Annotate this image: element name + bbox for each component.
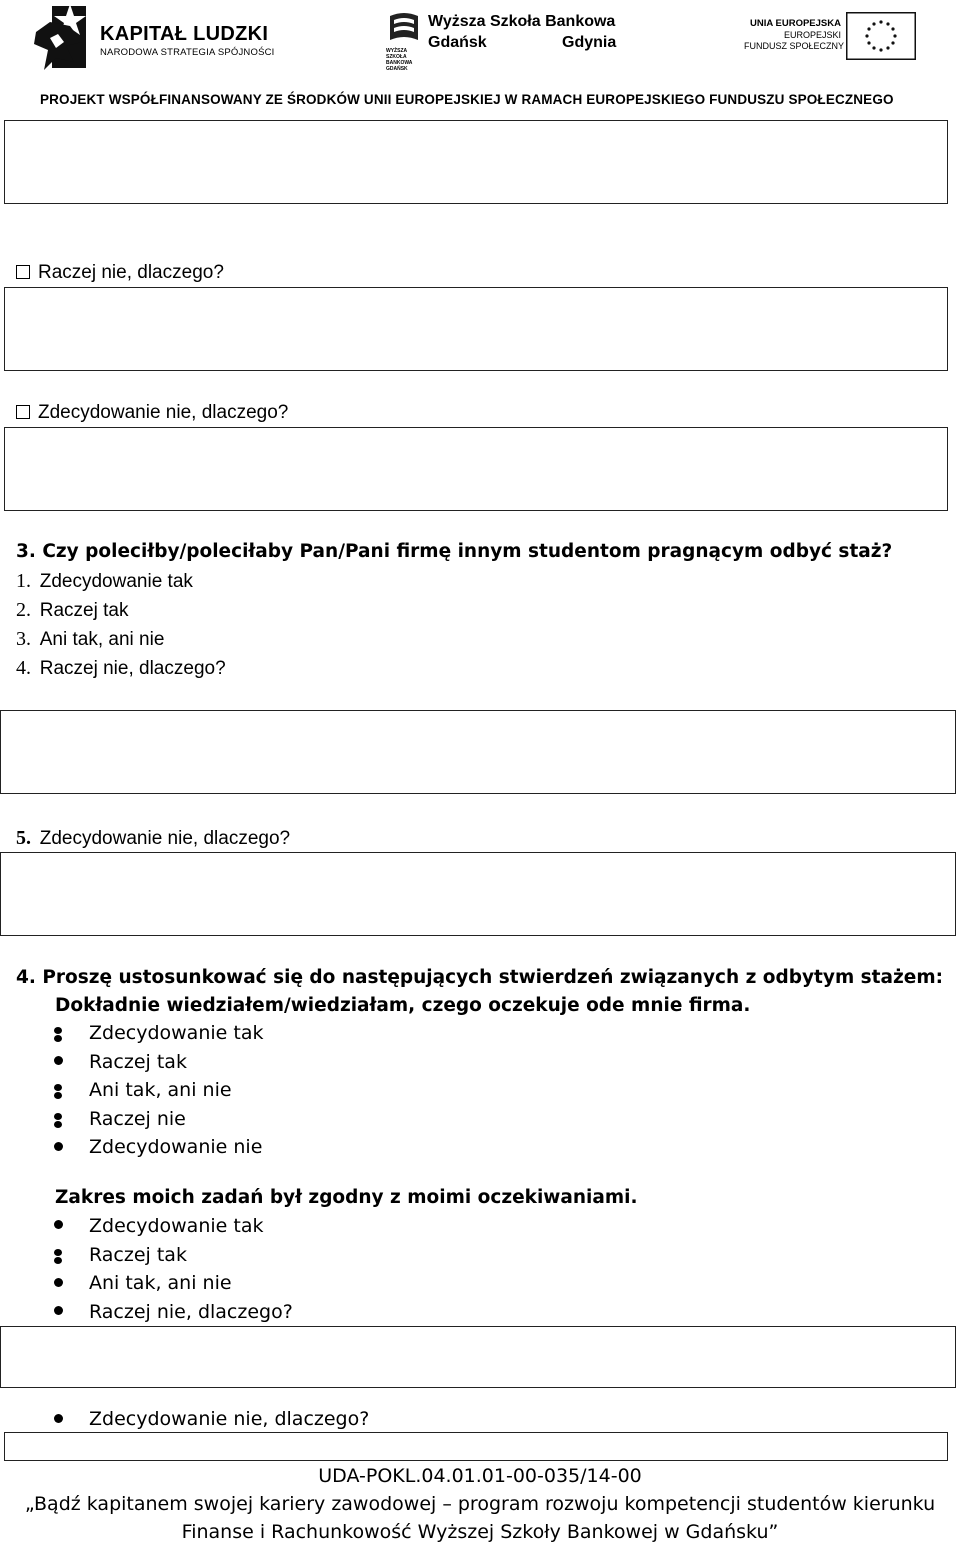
bullet-icon: [53, 1084, 63, 1100]
eu-flag-icon: [846, 12, 916, 60]
kapital-ludzki-title: KAPITAŁ LUDZKI: [100, 23, 269, 45]
footer-line-2: Finanse i Rachunkowość Wyższej Szkoły Bankowej w Gdańsku”: [181, 1521, 779, 1543]
q3-option-number: 1.: [16, 570, 31, 592]
bullet-icon: [54, 1414, 63, 1423]
q3-option-1[interactable]: [16, 570, 193, 593]
footer-line-1: „Bądź kapitanem swojej kariery zawodowej – program rozwoju kompetencji studentów kierunku: [24, 1493, 936, 1515]
bullet-icon: [53, 1027, 63, 1043]
kapital-ludzki-emblem-icon: [30, 2, 92, 74]
eu-line2: EUROPEJSKI: [784, 30, 842, 40]
q3-option-label: Raczej nie, dlaczego?: [39, 658, 226, 679]
answer-box-raczej-nie[interactable]: [4, 287, 948, 371]
answer-box-q3-zdecydowanie-nie[interactable]: [0, 852, 956, 936]
s1-option-zdecydowanie-tak[interactable]: Zdecydowanie tak: [89, 1022, 264, 1044]
q3-option-2[interactable]: [16, 599, 128, 622]
q3-option-4[interactable]: [16, 657, 226, 680]
kapital-ludzki-logo: [30, 2, 275, 74]
header: [0, 0, 960, 112]
answer-box-s2-zdecydowanie-nie[interactable]: [4, 1432, 948, 1461]
q3-option-label: Ani tak, ani nie: [39, 629, 165, 650]
bullet-icon: [54, 1142, 63, 1151]
statement-1-text: Dokładnie wiedziałem/wiedziałam, czego oczekuje ode mnie firma.: [55, 995, 751, 1016]
checkbox-icon: [16, 405, 30, 419]
s2-option-raczej-tak[interactable]: Raczej tak: [89, 1244, 187, 1266]
s2-option-raczej-nie[interactable]: Raczej nie, dlaczego?: [89, 1301, 293, 1323]
s1-option-zdecydowanie-nie[interactable]: Zdecydowanie nie: [89, 1136, 263, 1158]
q3-option-number: 4.: [16, 657, 31, 679]
checkbox-label: Zdecydowanie nie, dlaczego?: [38, 402, 289, 423]
kapital-ludzki-subtitle: NARODOWA STRATEGIA SPÓJNOŚCI: [100, 47, 275, 58]
eu-line3: FUNDUSZ SPOŁECZNY: [744, 41, 845, 51]
q3-option-number: 3.: [16, 628, 31, 650]
eu-logo: [744, 10, 920, 62]
s1-option-ani-tak-ani-nie[interactable]: Ani tak, ani nie: [89, 1079, 232, 1101]
q3-option-label: Zdecydowanie nie, dlaczego?: [39, 828, 291, 849]
project-banner: PROJEKT WSPÓŁFINANSOWANY ZE ŚRODKÓW UNII EUROPEJSKIEJ W RAMACH EUROPEJSKIEGO FUNDUSZU SPOŁECZNEGO: [40, 92, 894, 107]
bullet-icon: [53, 1113, 63, 1129]
bullet-icon: [54, 1056, 63, 1065]
bullet-icon: [54, 1220, 63, 1229]
checkbox-raczej-nie[interactable]: [16, 261, 224, 284]
q3-option-label: Raczej tak: [39, 600, 129, 621]
q3-option-number: 2.: [16, 599, 31, 621]
question-3-text: 3. Czy poleciłby/poleciłaby Pan/Pani firmę innym studentom pragnącym odbyć staż?: [16, 541, 893, 562]
bullet-icon: [54, 1306, 63, 1315]
checkbox-icon: [16, 265, 30, 279]
s1-option-raczej-nie[interactable]: Raczej nie: [89, 1108, 186, 1130]
answer-box-s2-raczej-nie[interactable]: [0, 1326, 956, 1388]
q3-option-label: Zdecydowanie tak: [39, 571, 193, 592]
q3-option-3[interactable]: [16, 628, 164, 651]
q3-option-5[interactable]: [16, 827, 290, 850]
s2-option-zdecydowanie-nie[interactable]: Zdecydowanie nie, dlaczego?: [89, 1408, 370, 1430]
statement-2-text: Zakres moich zadań był zgodny z moimi oczekiwaniami.: [55, 1187, 638, 1208]
wsb-city-gdynia: Gdynia: [562, 34, 617, 51]
answer-box-q3-raczej-nie[interactable]: [0, 710, 956, 794]
wsb-emblem-icon: [386, 10, 422, 46]
wsb-emblem-caption: WYŻSZA SZKOŁA BANKOWA GDAŃSK: [386, 48, 413, 72]
footer-project-code: UDA-POKL.04.01.01-00-035/14-00: [318, 1465, 642, 1487]
wsb-name: Wyższa Szkoła Bankowa: [428, 13, 616, 30]
bullet-icon: [54, 1278, 63, 1287]
s1-option-raczej-tak[interactable]: Raczej tak: [89, 1051, 187, 1073]
s2-option-ani-tak-ani-nie[interactable]: Ani tak, ani nie: [89, 1272, 232, 1294]
checkbox-zdecydowanie-nie[interactable]: [16, 401, 288, 424]
question-4-text: 4. Proszę ustosunkować się do następujących stwierdzeń związanych z odbytym stażem:: [16, 967, 943, 988]
wsb-city-gdansk: Gdańsk: [428, 34, 487, 51]
bullet-icon: [53, 1249, 63, 1265]
answer-box-zdecydowanie-nie[interactable]: [4, 427, 948, 511]
wsb-logo: [386, 10, 626, 72]
eu-line1: UNIA EUROPEJSKA: [750, 18, 841, 29]
checkbox-label: Raczej nie, dlaczego?: [38, 262, 224, 283]
answer-box-top[interactable]: [4, 120, 948, 204]
s2-option-zdecydowanie-tak[interactable]: Zdecydowanie tak: [89, 1215, 264, 1237]
q3-option-number: 5.: [16, 827, 31, 849]
